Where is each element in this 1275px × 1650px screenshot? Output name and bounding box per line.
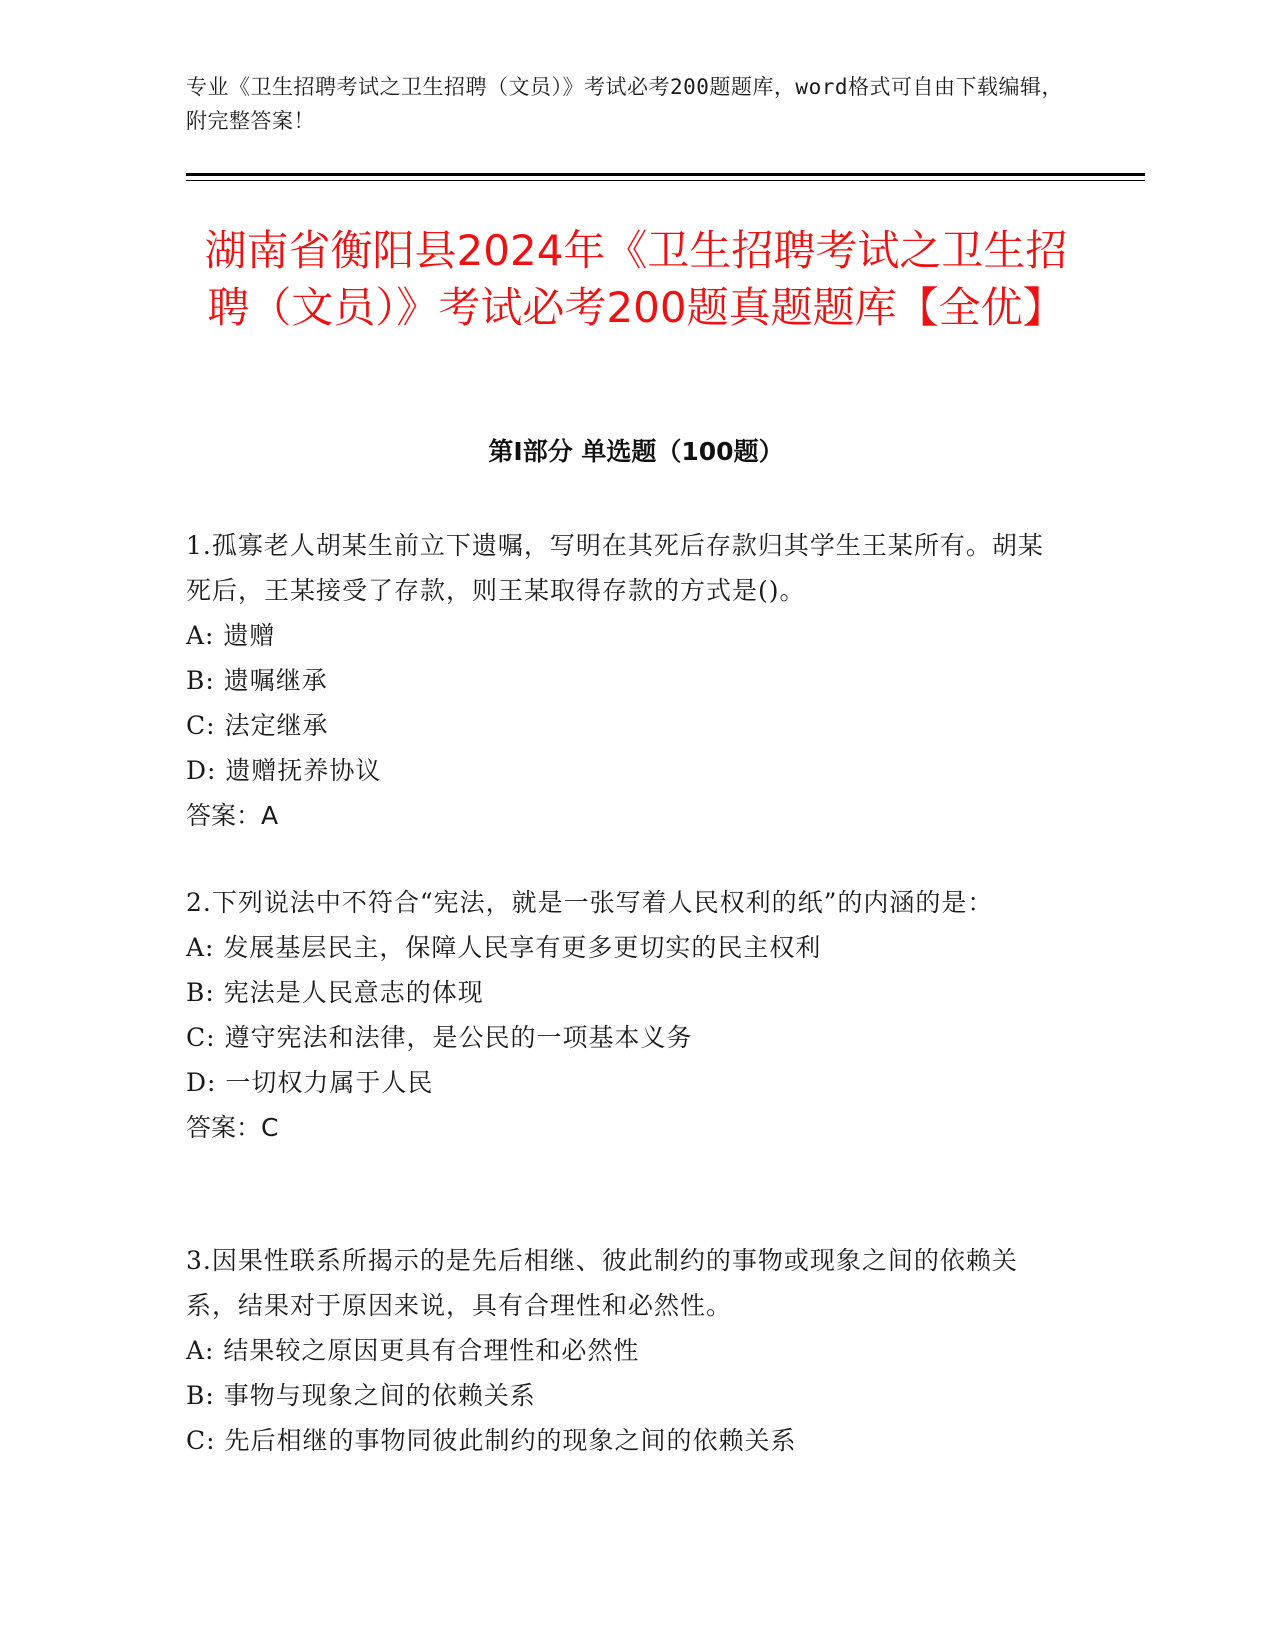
option-c: C: 法定继承 [186,711,329,740]
section-heading: 第I部分 单选题（100题） [488,437,784,466]
header-divider-thick [186,173,1145,176]
answer: 答案：A [186,801,279,830]
answer: 答案：C [186,1113,279,1142]
question-stem: 2.下列说法中不符合“宪法，就是一张写着人民权利的纸”的内涵的是： [186,888,994,917]
option-b: B: 宪法是人民意志的体现 [186,978,484,1007]
header-note: 专业《卫生招聘考试之卫生招聘（文员）》考试必考200题题库，word格式可自由下载编辑，附完整答案！ [186,75,1063,133]
question-stem: 1.孤寡老人胡某生前立下遗嘱，写明在其死后存款归其学生王某所有。胡某死后，王某接受了存款，则王某取得存款的方式是()。 [186,531,1044,605]
option-b: B: 事物与现象之间的依赖关系 [186,1381,536,1410]
question-1 [186,523,1066,838]
option-d: D: 遗赠抚养协议 [186,756,382,785]
option-d: D: 一切权力属于人民 [186,1068,434,1097]
question-3 [186,1238,1066,1463]
question-stem: 3.因果性联系所揭示的是先后相继、彼此制约的事物或现象之间的依赖关系，结果对于原因来说，具有合理性和必然性。 [186,1246,1018,1320]
option-c: C: 先后相继的事物同彼此制约的现象之间的依赖关系 [186,1426,797,1455]
option-b: B: 遗嘱继承 [186,666,328,695]
question-2 [186,880,1066,1150]
option-a: A: 遗赠 [186,621,276,650]
option-a: A: 发展基层民主，保障人民享有更多更切实的民主权利 [186,933,822,962]
header-divider-thin [186,180,1145,181]
option-a: A: 结果较之原因更具有合理性和必然性 [186,1336,640,1365]
document-title: 湖南省衡阳县2024年《卫生招聘考试之卫生招聘（文员）》考试必考200题真题题库【全优】 [204,226,1068,332]
option-c: C: 遵守宪法和法律，是公民的一项基本义务 [186,1023,693,1052]
